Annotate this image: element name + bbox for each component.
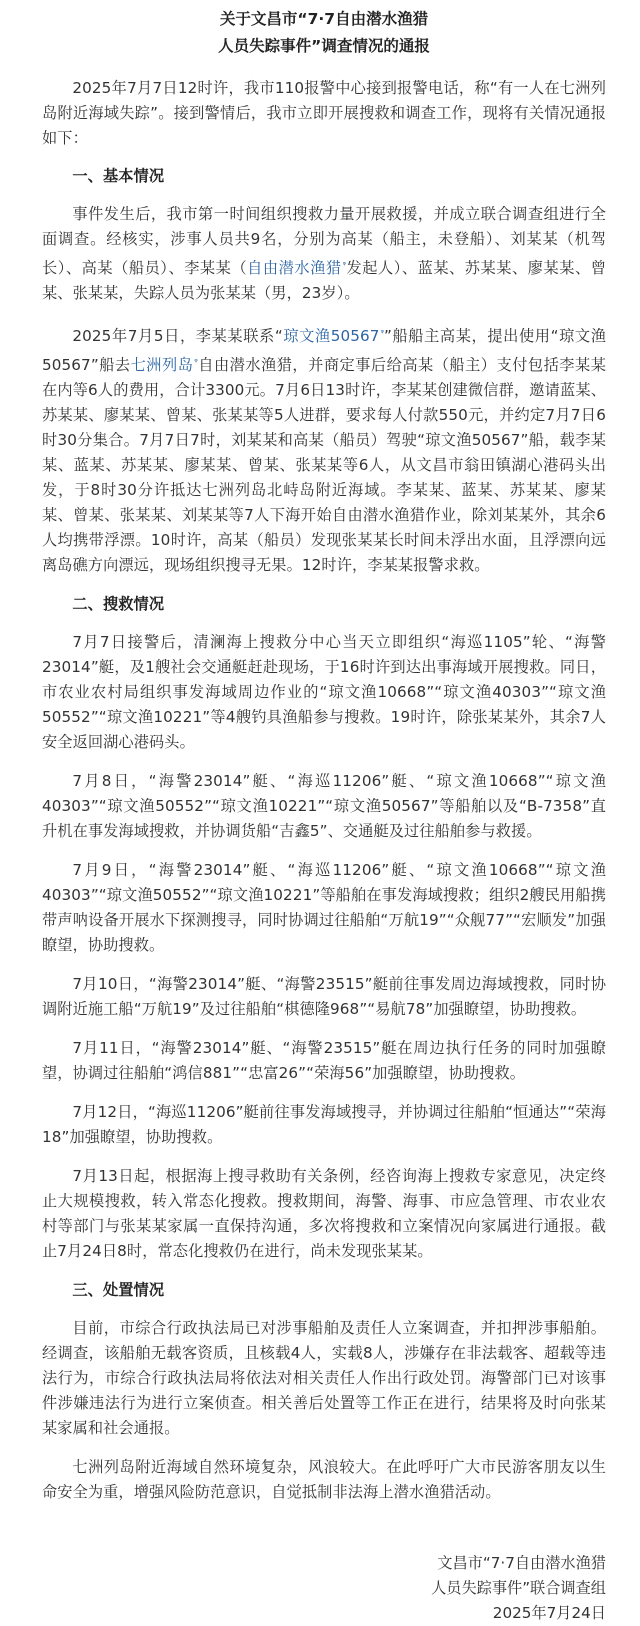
section-1-paragraph-2 — [42, 320, 606, 578]
title-line-1: 关于文昌市“7·7自由潜水渔猎 — [219, 10, 429, 28]
section-2-paragraph-4: 7月10日，“海警23014”艇、“海警23515”艇前往事发周边海域搜救，同时协调附近施工船“万航19”及过往船舶“棋德隆968”“易航78”加强瞭望，协助搜救。 — [42, 975, 606, 1019]
section-3-paragraph-2: 七洲列岛附近海域自然环境复杂，风浪较大。在此呼吁广大市民游客朋友以生命安全为重，增强风险防范意识，自觉抵制非法海上潜水渔猎活动。 — [42, 1458, 606, 1502]
search-link-freediving[interactable]: 自由潜水渔猎 — [247, 259, 342, 278]
signature-date: 2025年7月24日 — [492, 1604, 606, 1623]
search-icon[interactable]: ᵠ — [342, 260, 347, 269]
text-segment: 自由潜水渔猎，并商定事后给高某（船主）支付包括李某某在内等6人的费用，合计3300元。7月6日13时许，李某某创建微信群，邀请蓝某、苏某某、廖某某、曾某、张某某等5人进群，要求每人付款550元，并约定7月7日6时30分集合。7月7日7时，刘某某和高某（船员）驾驶“琼文渔50567”船，载李某某、蓝某、苏某某、廖某某、曾某、张某某等6人，从文昌市翁田镇湖心港码头出发，于8时30分许抵达七洲列岛北峙岛附近海域。李某某、蓝某、苏某某、廖某某、曾某、张某某、刘某某等7人下海开始自由潜水渔猎作业，除刘某某外，其余6人均携带浮漂。10时许，高某（船员）发现张某某长时间未浮出水面，且浮漂向远离岛礁方向漂远，现场组织搜寻无果。12时许，李某某报警求救。 — [42, 356, 606, 575]
text-segment: 事件发生后，我市第一时间组织搜救力量开展救援，并成立联合调查组进行全面调查。经核实，涉事人员共9名，分别为高某（船主，未登船）、刘某某（机驾长）、高某（船员）、李某某（ — [42, 205, 606, 278]
section-2-paragraph-5: 7月11日，“海警23014”艇、“海警23515”艇在周边执行任务的同时加强瞭望，协调过往船舶“鸿信881”“忠富26”“荣海56”加强瞭望，协助搜救。 — [42, 1039, 606, 1083]
section-3-heading: 三、处置情况 — [72, 1281, 165, 1300]
section-2-paragraph-6: 7月12日，“海巡11206”艇前往事发海域搜寻，并协调过往船舶“恒通达”“荣海18”加强瞭望，协助搜救。 — [42, 1103, 606, 1147]
search-link-boat[interactable]: 琼文渔50567 — [282, 327, 380, 346]
search-link-islands[interactable]: 七洲列岛 — [130, 356, 194, 375]
section-2-paragraph-1: 7月7日接警后，清澜海上搜救分中心当天立即组织“海巡1105”轮、“海警23014”艇，及1艘社会交通艇赶赴现场，于16时许到达出事海域开展搜救。同日，市农业农村局组织事发海域周边作业的“琼文渔10668”“琼文渔40303”“琼文渔50552”“琼文渔10221”等4艘钓具渔船参与搜救。19时许，除张某某外，其余7人安全返回湖心港码头。 — [42, 633, 606, 752]
section-2-paragraph-2: 7月8日，“海警23014”艇、“海巡11206”艇、“琼文渔10668”“琼文渔40303”“琼文渔50552”“琼文渔10221”“琼文渔50567”等船舶以及“B-7358”直升机在事发海域搜救，并协调货船“吉鑫5”、交通艇及过往船舶参与救援。 — [42, 772, 606, 841]
intro-paragraph: 2025年7月7日12时许，我市110报警中心接到报警电话，称“有一人在七洲列岛附近海域失踪”。接到警情后，我市立即开展搜救和调查工作，现将有关情况通报如下： — [42, 79, 606, 147]
signature-line-1: 文昌市“7·7自由潜水渔猎 — [437, 1554, 606, 1573]
section-2-paragraph-3: 7月9日，“海警23014”艇、“海巡11206”艇、“琼文渔10668”“琼文渔40303”“琼文渔50552”“琼文渔10221”等船舶在事发海域搜救；组织2艘民用船携带声呐设备开展水下探测搜寻，同时协调过往船舶“万航19”“众舰77”“宏顺发”加强瞭望，协助搜救。 — [42, 861, 606, 955]
section-1-heading: 一、基本情况 — [72, 167, 165, 185]
text-segment: ”船船主高某，提出使用“琼文渔50567”船去 — [42, 327, 606, 375]
signature-block — [42, 1551, 606, 1626]
section-1-paragraph-1 — [42, 202, 606, 306]
search-icon[interactable]: ᵠ — [194, 357, 198, 367]
section-2-paragraph-7: 7月13日起，根据海上搜寻救助有关条例，经咨询海上搜救专家意见，决定终止大规模搜救，转入常态化搜救。搜救期间，海警、海事、市应急管理、市农业农村等部门与张某某家属一直保持沟通，多次将搜救和立案情况向家属进行通报。截止7月24日8时，常态化搜救仍在进行，尚未发现张某某。 — [42, 1167, 606, 1261]
search-icon[interactable]: ᵠ — [380, 328, 384, 338]
section-2-heading: 二、搜救情况 — [72, 595, 165, 614]
title-line-2: 人员失踪事件”调查情况的通报 — [218, 37, 430, 55]
text-segment: 2025年7月5日，李某某联系“ — [72, 327, 283, 346]
text-segment: 发起人）、蓝某、苏某某、廖某某、曾某、张某某，失踪人员为张某某（男，23岁）。 — [42, 259, 606, 303]
signature-line-2: 人员失踪事件”联合调查组 — [431, 1579, 606, 1598]
section-3-paragraph-1: 目前，市综合行政执法局已对涉事船舶及责任人立案调查，并扣押涉事船舶。经调查，该船舶无载客资质，且核载4人，实载8人，涉嫌存在非法载客、超载等违法行为，市综合行政执法局将依法对相关责任人作出行政处罚。海警部门已对该事件涉嫌违法行为进行立案侦查。相关善后处置等工作正在进行，结果将及时向张某某家属和社会通报。 — [42, 1319, 606, 1438]
document-title — [42, 6, 606, 60]
